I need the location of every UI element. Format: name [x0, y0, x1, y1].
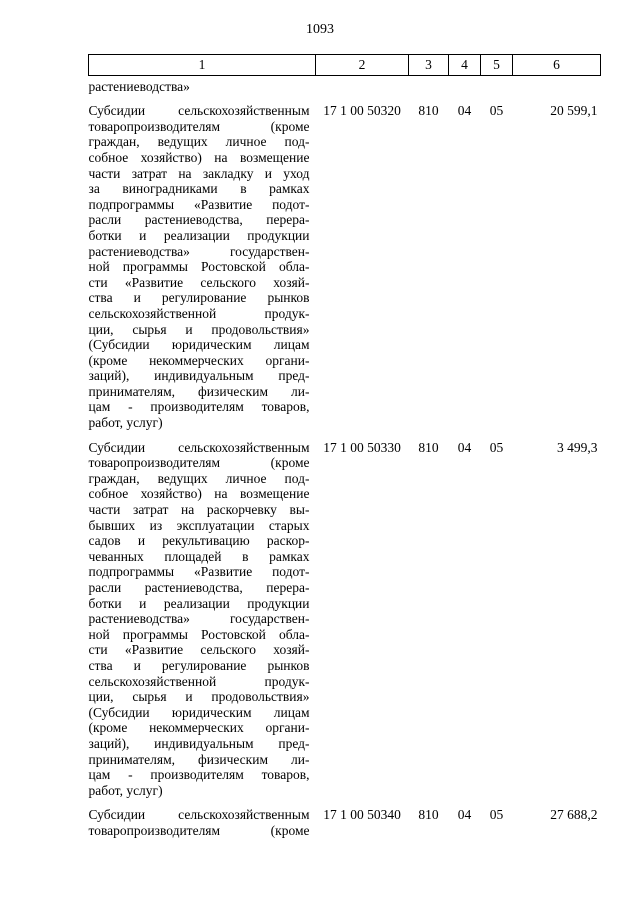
row-expense-type: 810	[418, 103, 439, 119]
row-subsection: 05	[489, 439, 504, 455]
column-header-2: 2	[316, 55, 409, 76]
column-header-5: 5	[481, 55, 513, 76]
page-number: 1093	[306, 22, 334, 37]
row-amount: 20 599,1	[550, 103, 598, 119]
empty-cell	[513, 75, 601, 94]
column-header-1: 1	[89, 55, 316, 76]
table-header-row	[89, 55, 601, 76]
empty-cell	[316, 75, 409, 94]
row-section: 04	[457, 807, 472, 823]
continuation-row	[89, 75, 601, 94]
row-name: Субсидии сельскохозяйственным товаропроизводителям (кроме граждан, ведущих личное под- собное хозяйство) на возмещение части затрат на закладку и уход за виноградниками в рамках подпрограммы «Развитие подот- расли растениеводства, перера- ботки и реализации продукции растениеводства» государствен- ной программы Ростовской обла- сти «Развитие сельского хозяй- ства и регулирование рынков сельскохозяйственной продук- ции, сырья и продовольствия» (Субсидии юридическим лицам (кроме некоммерческих органи- заций), индивидуальным пред- принимателям, физическим ли- цам - производителям товаров, работ, услуг)	[88, 103, 310, 431]
budget-table	[88, 54, 601, 839]
row-code: 17 1 00 50340	[323, 807, 401, 823]
row-expense-type: 810	[418, 439, 439, 455]
row-expense-type: 810	[418, 807, 439, 823]
empty-cell	[481, 75, 513, 94]
row-amount: 3 499,3	[557, 439, 598, 455]
row-name-cell	[89, 431, 316, 799]
row-section: 04	[457, 439, 472, 455]
empty-cell	[449, 75, 481, 94]
row-section: 04	[457, 103, 472, 119]
row-name-cell	[89, 94, 316, 430]
row-name-cell	[89, 798, 316, 838]
row-amount: 27 688,2	[550, 807, 598, 823]
row-name: Субсидии сельскохозяйственным товаропроизводителям (кроме	[88, 807, 310, 838]
continuation-text: растениеводства»	[88, 78, 190, 94]
row-subsection: 05	[489, 807, 504, 823]
column-header-6: 6	[513, 55, 601, 76]
row-code: 17 1 00 50320	[323, 103, 401, 119]
column-header-4: 4	[449, 55, 481, 76]
row-subsection: 05	[489, 103, 504, 119]
table-row	[89, 798, 601, 838]
row-code: 17 1 00 50330	[323, 439, 401, 455]
empty-cell	[409, 75, 449, 94]
row-name: Субсидии сельскохозяйственным товаропроизводителям (кроме граждан, ведущих личное под- собное хозяйство) на возмещение части затрат на раскорчевку вы- бывших из эксплуатации старых садов и рекультивацию раскор- чеванных площадей в рамках подпрограммы «Развитие подот- расли растениеводства, перера- ботки и реализации продукции растениеводства» государствен- ной программы Ростовской обла- сти «Развитие сельского хозяй- ства и регулирование рынков сельскохозяйственной продук- ции, сырья и продовольствия» (Субсидии юридическим лицам (кроме некоммерческих органи- заций), индивидуальным пред- принимателям, физическим ли- цам - производителям товаров, работ, услуг)	[88, 439, 310, 798]
continuation-text-cell	[89, 75, 316, 94]
table-row	[89, 431, 601, 799]
column-header-3: 3	[409, 55, 449, 76]
table-row	[89, 94, 601, 430]
